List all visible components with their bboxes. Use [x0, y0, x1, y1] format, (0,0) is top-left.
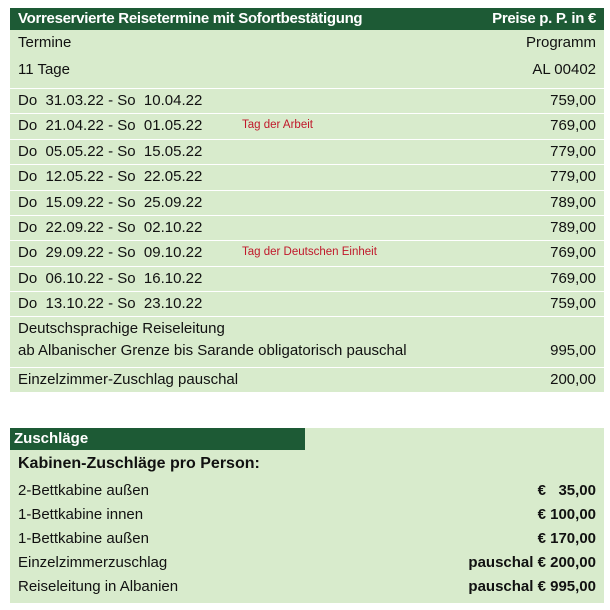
column-header-row — [10, 31, 604, 54]
date-price: 769,00 — [550, 269, 596, 287]
guide-line-1: Deutschsprachige Reiseleitung — [18, 320, 225, 337]
table-title: Vorreservierte Reisetermine mit Sofortbestätigung — [18, 10, 363, 27]
surcharge-row — [10, 482, 604, 506]
date-row — [10, 291, 604, 316]
surcharge-label: 1-Bettkabine außen — [18, 530, 149, 547]
cabin-surcharges-subtitle: Kabinen-Zuschläge pro Person: — [18, 455, 260, 472]
date-range: Do 31.03.22 - So 10.04.22 — [18, 92, 203, 109]
dates-table — [10, 8, 604, 392]
date-row — [10, 190, 604, 215]
prices-label: Preise p. P. in € — [492, 10, 596, 27]
duration-row — [10, 58, 604, 82]
surcharge-row — [10, 578, 604, 602]
holiday-note: Tag der Deutschen Einheit — [242, 246, 377, 259]
surcharge-price: € 100,00 — [537, 506, 596, 523]
date-row — [10, 240, 604, 265]
surcharge-row — [10, 506, 604, 530]
date-row — [10, 113, 604, 138]
date-price: 759,00 — [550, 295, 596, 313]
date-row — [10, 215, 604, 240]
surcharge-price: pauschal € 200,00 — [468, 554, 596, 571]
holiday-note: Tag der Arbeit — [242, 119, 313, 132]
surcharges-title: Zuschläge — [14, 430, 89, 447]
date-price: 779,00 — [550, 142, 596, 160]
surcharge-label: Einzelzimmerzuschlag — [18, 554, 168, 571]
date-row — [10, 139, 604, 164]
surcharge-label: Reiseleitung in Albanien — [18, 578, 179, 595]
col-programm: Programm — [525, 34, 596, 51]
program-code: AL 00402 — [532, 61, 596, 78]
date-range: Do 13.10.22 - So 23.10.22 — [18, 295, 203, 313]
date-range: Do 06.10.22 - So 16.10.22 — [18, 269, 203, 287]
date-range: Do 29.09.22 - So 09.10.22 — [18, 244, 203, 262]
surcharge-price: pauschal € 995,00 — [468, 578, 596, 595]
duration: 11 Tage — [18, 61, 70, 78]
single-room-row — [10, 367, 604, 393]
date-price: 769,00 — [550, 117, 596, 135]
guide-row — [10, 316, 604, 367]
date-price: 779,00 — [550, 168, 596, 186]
date-range: Do 22.09.22 - So 02.10.22 — [18, 219, 203, 236]
date-row — [10, 164, 604, 189]
surcharge-row — [10, 554, 604, 578]
date-range: Do 21.04.22 - So 01.05.22 — [18, 117, 203, 135]
surcharges-tab — [10, 428, 305, 450]
date-range: Do 15.09.22 - So 25.09.22 — [18, 193, 203, 211]
date-price: 769,00 — [550, 244, 596, 262]
date-price: 759,00 — [550, 92, 596, 109]
table-header — [10, 8, 604, 30]
surcharge-label: 2-Bettkabine außen — [18, 482, 149, 499]
surcharges-panel — [10, 428, 604, 603]
date-range: Do 12.05.22 - So 22.05.22 — [18, 168, 203, 186]
guide-line-2: ab Albanischer Grenze bis Sarande obligatorisch pauschal — [18, 342, 407, 359]
col-termine: Termine — [18, 34, 72, 51]
date-row — [10, 88, 604, 113]
date-price: 789,00 — [550, 193, 596, 211]
date-row — [10, 266, 604, 291]
guide-price: 995,00 — [550, 342, 596, 359]
single-room-label: Einzelzimmer-Zuschlag pauschal — [18, 371, 239, 388]
date-price: 789,00 — [550, 219, 596, 236]
surcharge-row — [10, 530, 604, 554]
surcharge-price: € 170,00 — [537, 530, 596, 547]
single-room-price: 200,00 — [550, 371, 596, 388]
surcharge-price: € 35,00 — [537, 482, 596, 499]
date-range: Do 05.05.22 - So 15.05.22 — [18, 142, 203, 160]
surcharge-label: 1-Bettkabine innen — [18, 506, 144, 523]
